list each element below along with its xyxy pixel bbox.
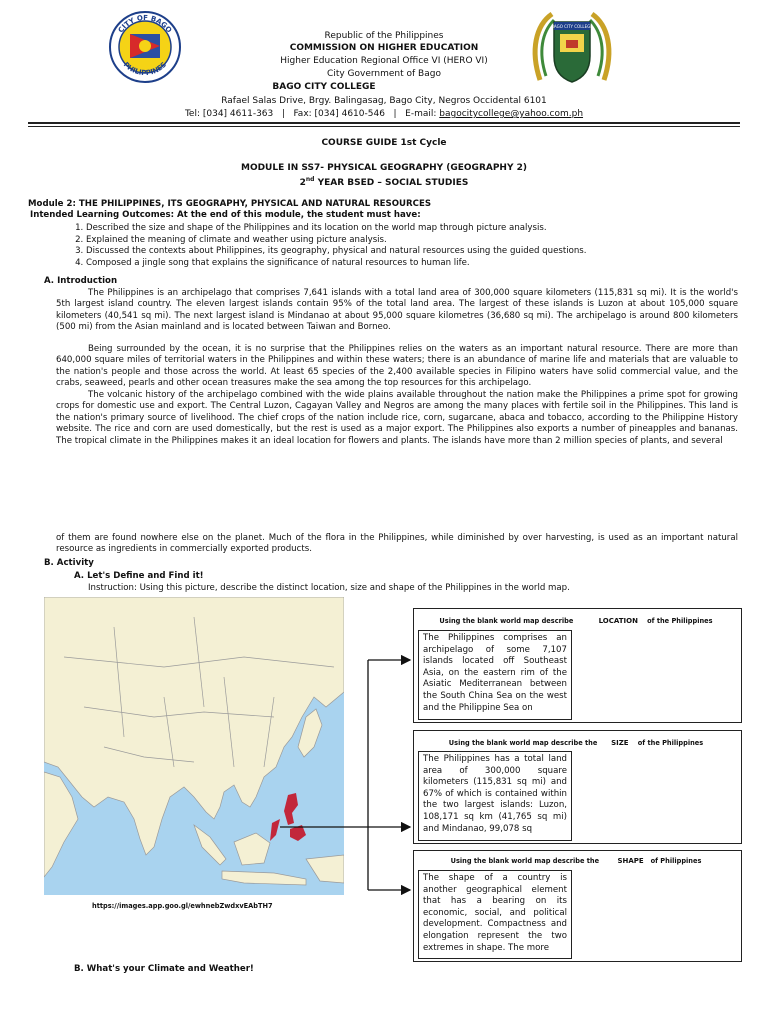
- box-title-pre: Using the blank world map describe the: [450, 857, 600, 865]
- republic-line: Republic of the Philippines: [324, 31, 444, 41]
- map-source-link[interactable]: https://images.app.goo.gl/ewhnebZwdxvEAbTH7: [92, 902, 273, 910]
- module-title: MODULE IN SS7- PHYSICAL GEOGRAPHY (GEOGRAPHY 2): [240, 163, 527, 173]
- box-title-post: of the Philippines: [647, 617, 713, 625]
- header-divider-thin: [28, 126, 740, 127]
- shape-answer-text: The shape of a country is another geographical element that has a bearing on its economic, social, and political development. Compactness and elongation represent the two extremes in shape. The more: [423, 873, 567, 953]
- box-title-pre: Using the blank world map describe: [439, 617, 574, 625]
- year-title: [0, 176, 768, 188]
- commission-line: COMMISSION ON HIGHER EDUCATION: [289, 43, 479, 53]
- shape-answer-field[interactable]: [418, 870, 572, 959]
- course-guide-title: COURSE GUIDE 1st Cycle: [321, 138, 447, 148]
- box-title-key: LOCATION: [598, 617, 638, 625]
- college-logo-text: BAGO CITY COLLEGE: [551, 24, 593, 29]
- contact-line: Tel: [034] 4611-363 | Fax: [034] 4610-546 | E-mail: bagocitycollege@yahoo.com.ph: [184, 109, 584, 119]
- connector-arrows: [280, 650, 420, 900]
- ilo-label: Intended Learning Outcomes: At the end of this module, the student must have:: [30, 210, 421, 220]
- outcome-item: 1. Described the size and shape of the Philippines and its location on the world map through picture analysis.: [86, 223, 587, 235]
- outcome-item: 4. Composed a jingle song that explains the significance of natural resources to human life.: [86, 258, 587, 270]
- fax: Fax: [034] 4610-546: [293, 109, 385, 119]
- intro-paragraph-2: Being surrounded by the ocean, it is no surprise that the Philippines relies on the waters as an important natural resource. There are more than 640,000 square miles of territorial waters in the Philippines and within these waters; there is an abundance of marine life and materials that are valuable to the nation's people and those across the world. At least 65 species of the 2,400 available species in Filipino waters have solid commercial value, and the crabs, seaweed, pearls and other ocean treasures make the sea among the top resources for this archipelago.: [56, 344, 738, 389]
- outcome-item: 2. Explained the meaning of climate and weather using picture analysis.: [86, 235, 587, 247]
- shape-box-title: [416, 857, 736, 865]
- header-divider: [28, 122, 740, 124]
- tel: Tel: [034] 4611-363: [184, 109, 274, 119]
- size-answer-text: The Philippines has a total land area of 300,000 square kilometers (115,831 sq mi) and 67% of which is contained within the two largest islands: Luzon, 108,171 sq km (41,765 sq mi) and Mindanao, 99,078 sq: [423, 754, 567, 834]
- seal-text-top: CITY OF BAGO: [116, 13, 174, 35]
- location-box-title: [416, 617, 736, 625]
- climate-heading: B. What's your Climate and Weather!: [74, 964, 254, 974]
- location-answer-text: The Philippines comprises an archipelago of some 7,107 islands located off Southeast Asia, on the eastern rim of the Asiatic Mediterranean between the South China Sea on the west and the Philippine Sea on: [423, 633, 567, 713]
- learning-outcomes-list: [72, 223, 587, 269]
- activity-heading: B. Activity: [44, 558, 94, 568]
- city-government-line: City Government of Bago: [327, 69, 441, 79]
- module2-title: Module 2: THE PHILIPPINES, ITS GEOGRAPHY, PHYSICAL AND NATURAL RESOURCES: [28, 199, 432, 209]
- box-title-post: of the Philippines: [637, 739, 704, 747]
- year-sup: nd: [305, 176, 315, 183]
- email-link[interactable]: bagocitycollege@yahoo.com.ph: [439, 109, 584, 119]
- location-answer-field[interactable]: [418, 630, 572, 720]
- outcome-item: 3. Discussed the contexts about Philippines, its geography, physical and natural resources using the guided questions.: [86, 246, 587, 258]
- intro-paragraph-4: of them are found nowhere else on the planet. Much of the flora in the Philippines, while diminished by over harvesting, is used as an important natural resource as ingredients in commercially exported products.: [56, 533, 738, 555]
- college-name: BAGO CITY COLLEGE: [272, 82, 376, 92]
- define-heading: A. Let's Define and Find it!: [74, 571, 204, 581]
- address-line: Rafael Salas Drive, Brgy. Balingasag, Bago City, Negros Occidental 6101: [221, 96, 547, 106]
- intro-heading: A. Introduction: [44, 276, 118, 286]
- size-box-title: [416, 739, 736, 747]
- regional-office-line: Higher Education Regional Office VI (HERO VI): [280, 56, 488, 66]
- box-title-key: SIZE: [611, 739, 629, 747]
- size-answer-field[interactable]: [418, 751, 572, 841]
- box-title-pre: Using the blank world map describe the: [448, 739, 598, 747]
- intro-paragraph-3: The volcanic history of the archipelago combined with the wide plains available throughout the nation make the Philippines a prime spot for growing crops for domestic use and export. The Central Luzon, Cagayan Valley and Negros are among the many places with fertile soil in the Philippines. This land is the nation's primary source of livelihood. The chief crops of the nation include rice, corn, sugarcane, abaca and tobacco, according to the Philippine History website. The rice and corn are used domestically, but the rest is used as a major export. The Philippines also exports a number of pineapples and bananas. The tropical climate in the Philippines makes it an ideal location for flowers and plants. The islands have more than 2 million species of plants, and several: [56, 390, 738, 446]
- box-title-post: of Philippines: [650, 857, 702, 865]
- year-prefix: 2: [299, 178, 306, 188]
- box-title-key: SHAPE: [617, 857, 644, 865]
- seal-text-bottom: PHILIPPINES: [121, 60, 169, 78]
- year-rest: YEAR BSED – SOCIAL STUDIES: [314, 178, 469, 188]
- email-label: E-mail:: [405, 109, 437, 119]
- intro-paragraph-1: The Philippines is an archipelago that comprises 7,641 islands with a total land area of 300,000 square kilometers (115,831 sq mi). It is the world's 5th largest island country. The eleven largest islands contain 95% of the total land area. The largest of these islands is Luzon at about 105,000 square kilometers (40,541 sq mi). The next largest island is Mindanao at about 95,000 square kilometres (36,680 sq mi). The archipelago is around 800 kilometers (500 mi) from the Asian mainland and is located between Taiwan and Borneo.: [56, 288, 738, 333]
- activity-instruction: Instruction: Using this picture, describe the distinct location, size and shape of the Philippines in the world map.: [88, 583, 570, 593]
